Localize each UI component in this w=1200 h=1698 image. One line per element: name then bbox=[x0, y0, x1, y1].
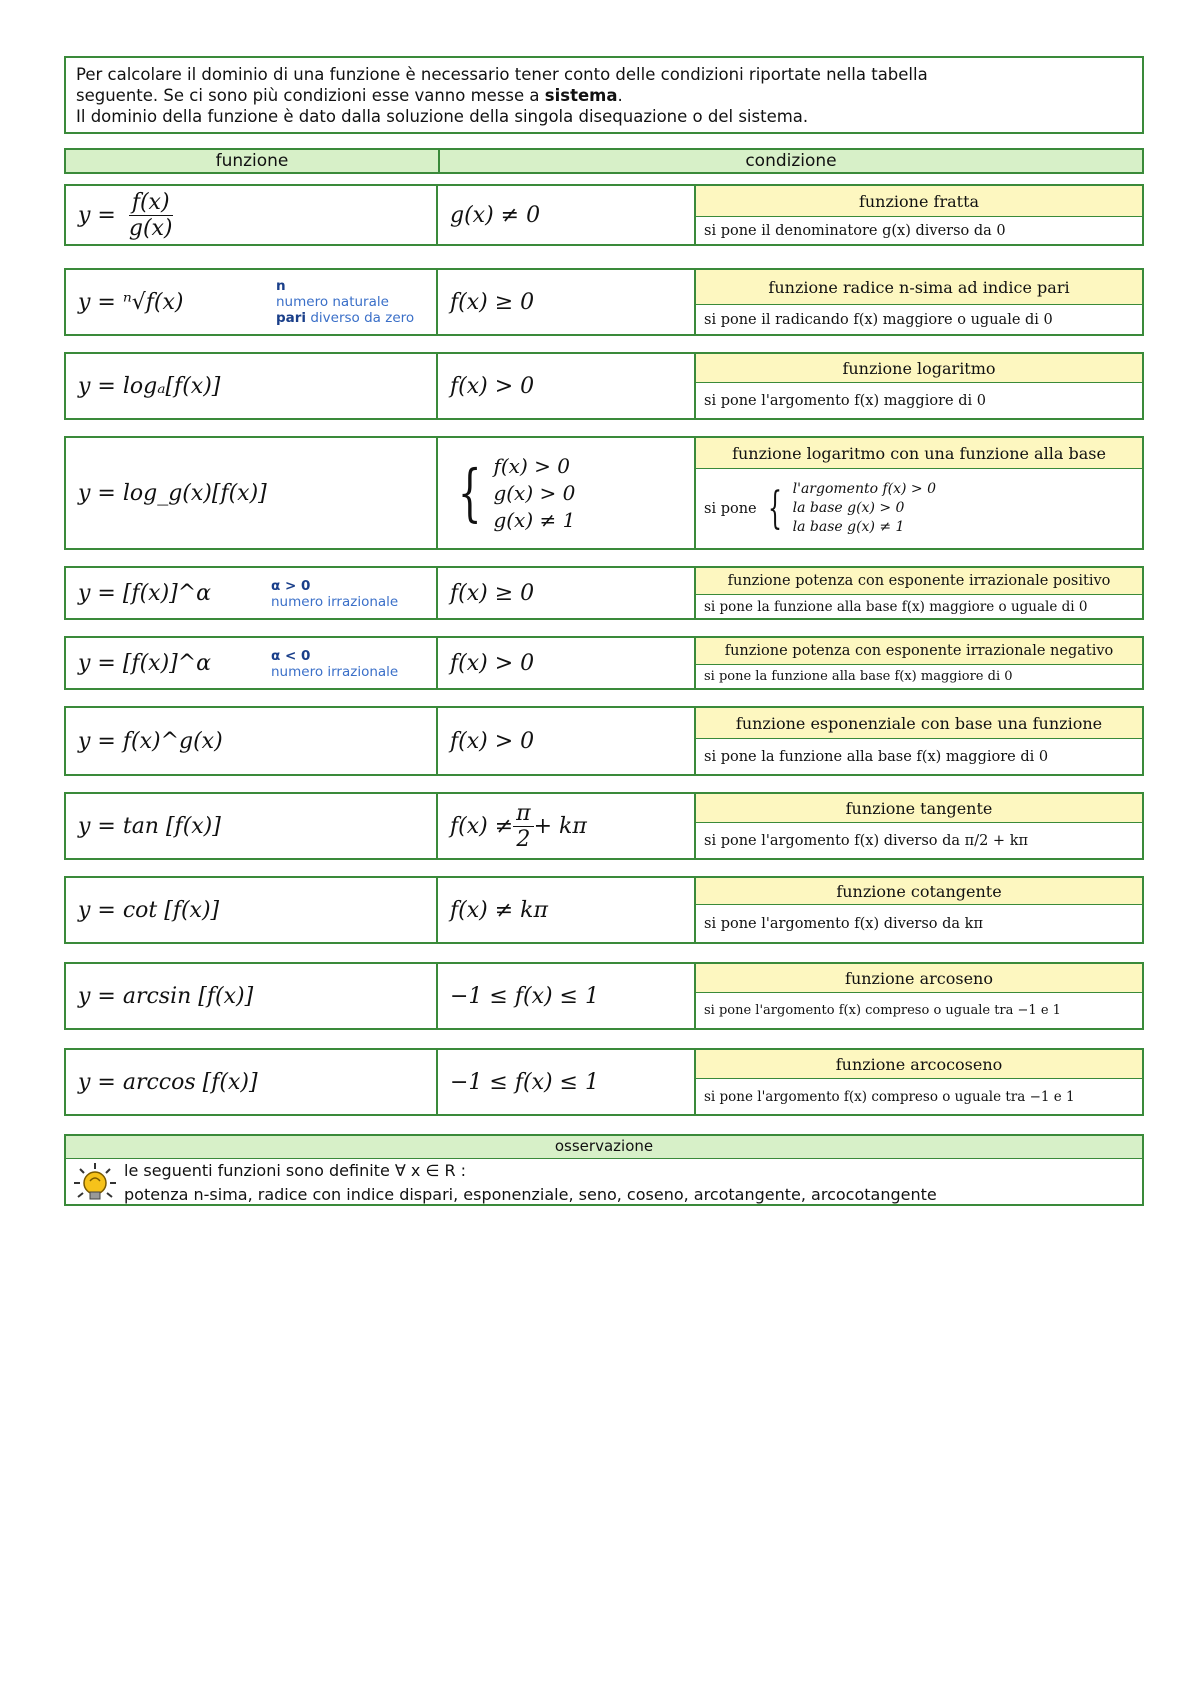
intro-box bbox=[64, 56, 1144, 134]
description-title: funzione fratta bbox=[696, 186, 1142, 217]
description-title: funzione potenza con esponente irrazionale negativo bbox=[696, 638, 1142, 665]
description-title: funzione radice n-sima ad indice pari bbox=[696, 270, 1142, 305]
function-cell: y = arccos [f(x)] bbox=[66, 1050, 438, 1114]
description-text: si pone la funzione alla base f(x) maggiore o uguale di 0 bbox=[704, 598, 1088, 615]
brace-icon: { bbox=[767, 483, 782, 534]
description-title: funzione arcocoseno bbox=[696, 1050, 1142, 1079]
function-cell: y = [f(x)]^α α < 0 numero irrazionale bbox=[66, 638, 438, 688]
observation-box bbox=[64, 1134, 1144, 1206]
description-title: funzione esponenziale con base una funzione bbox=[696, 708, 1142, 739]
condition-cell: f(x) > 0 bbox=[438, 708, 696, 774]
description-cell bbox=[696, 1050, 1142, 1114]
function-note: n numero naturale pari diverso da zero bbox=[276, 278, 415, 326]
description-text: si pone la funzione alla base f(x) maggiore di 0 bbox=[704, 748, 1049, 765]
table-row bbox=[64, 636, 1144, 690]
description-cell bbox=[696, 438, 1142, 548]
table-row bbox=[64, 876, 1144, 944]
description-title: funzione logaritmo bbox=[696, 354, 1142, 383]
description-title: funzione tangente bbox=[696, 794, 1142, 823]
condition-cell: f(x) > 0 bbox=[438, 354, 696, 418]
condition-cell: f(x) > 0 bbox=[438, 638, 696, 688]
function-cell: y = f(x)^g(x) bbox=[66, 708, 438, 774]
description-cell bbox=[696, 638, 1142, 688]
description-title: funzione arcoseno bbox=[696, 964, 1142, 993]
condition-cell: −1 ≤ f(x) ≤ 1 bbox=[438, 964, 696, 1028]
fraction: $\frac{f(x)}{g(x)}$ bbox=[128, 189, 173, 241]
intro-line-1: Per calcolare il dominio di una funzione è necessario tener conto delle condizioni riportate nella tabella bbox=[76, 65, 928, 84]
condition-system: { f(x) > 0 g(x) > 0 g(x) ≠ 1 bbox=[457, 453, 576, 532]
condition-cell: f(x) ≥ 0 bbox=[438, 568, 696, 618]
condition-cell: f(x) ≠ $\frac{\pi}{2}$ + kπ bbox=[438, 794, 696, 858]
description-cell bbox=[696, 794, 1142, 858]
header-funzione: funzione bbox=[66, 150, 440, 172]
condition-cell: f(x) ≠ kπ bbox=[438, 878, 696, 942]
brace-icon: { bbox=[457, 456, 482, 529]
table-row bbox=[64, 1048, 1144, 1116]
description-text: si pone l'argomento f(x) compreso o uguale tra −1 e 1 bbox=[704, 1088, 1075, 1105]
description-title: funzione logaritmo con una funzione alla base bbox=[696, 438, 1142, 469]
table-row bbox=[64, 436, 1144, 550]
function-cell: y = tan [f(x)] bbox=[66, 794, 438, 858]
description-text: si pone l'argomento f(x) diverso da kπ bbox=[704, 915, 983, 932]
description-title: funzione potenza con esponente irrazionale positivo bbox=[696, 568, 1142, 595]
description-title: funzione cotangente bbox=[696, 878, 1142, 905]
function-note: α > 0 numero irrazionale bbox=[271, 578, 399, 610]
function-cell: y = cot [f(x)] bbox=[66, 878, 438, 942]
function-cell: y = log_g(x)[f(x)] bbox=[66, 438, 438, 548]
table-row bbox=[64, 792, 1144, 860]
header-condizione: condizione bbox=[745, 151, 837, 171]
description-text: si pone il denominatore g(x) diverso da 0 bbox=[704, 222, 1006, 239]
description-cell bbox=[696, 964, 1142, 1028]
table-header bbox=[64, 148, 1144, 174]
description-cell bbox=[696, 270, 1142, 334]
lightbulb-icon bbox=[72, 1161, 118, 1205]
observation-line-2: potenza n-sima, radice con indice dispari, esponenziale, seno, coseno, arcotangente, arcocotangente bbox=[124, 1185, 937, 1204]
table-row bbox=[64, 352, 1144, 420]
table-row bbox=[64, 184, 1144, 246]
function-cell: y = ⁿ√f(x) n numero naturale pari diverso da zero bbox=[66, 270, 438, 334]
observation-line-1: le seguenti funzioni sono definite ∀ x ∈ R : bbox=[124, 1161, 467, 1180]
condition-cell bbox=[438, 438, 696, 548]
intro-line-3: Il dominio della funzione è dato dalla soluzione della singola disequazione o del sistema. bbox=[76, 107, 809, 126]
description-text: si pone l'argomento f(x) maggiore di 0 bbox=[704, 392, 986, 409]
description-text: si pone { l'argomento f(x) > 0 la base g(x) > 0 la base g(x) ≠ 1 bbox=[704, 481, 937, 535]
description-cell bbox=[696, 708, 1142, 774]
description-text: si pone il radicando f(x) maggiore o uguale di 0 bbox=[704, 311, 1053, 328]
table-row bbox=[64, 566, 1144, 620]
table-row bbox=[64, 268, 1144, 336]
intro-bold-word: sistema bbox=[544, 86, 618, 105]
description-cell bbox=[696, 186, 1142, 244]
intro-line-2: seguente. Se ci sono più condizioni esse vanno messe a sistema. bbox=[76, 86, 623, 105]
description-cell bbox=[696, 878, 1142, 942]
description-text: si pone l'argomento f(x) diverso da π/2 + kπ bbox=[704, 832, 1029, 849]
description-text: si pone la funzione alla base f(x) maggiore di 0 bbox=[704, 669, 1013, 684]
description-cell bbox=[696, 568, 1142, 618]
table-row bbox=[64, 962, 1144, 1030]
function-cell: y = logₐ[f(x)] bbox=[66, 354, 438, 418]
function-cell: y = $\frac{f(x)}{g(x)}$ bbox=[66, 186, 438, 244]
function-cell: y = [f(x)]^α α > 0 numero irrazionale bbox=[66, 568, 438, 618]
condition-cell: −1 ≤ f(x) ≤ 1 bbox=[438, 1050, 696, 1114]
description-cell bbox=[696, 354, 1142, 418]
function-note: α < 0 numero irrazionale bbox=[271, 648, 399, 680]
condition-cell: g(x) ≠ 0 bbox=[438, 186, 696, 244]
function-cell: y = arcsin [f(x)] bbox=[66, 964, 438, 1028]
description-text: si pone l'argomento f(x) compreso o uguale tra −1 e 1 bbox=[704, 1003, 1061, 1018]
fraction: $\frac{\pi}{2}$ bbox=[513, 801, 533, 852]
condition-cell: f(x) ≥ 0 bbox=[438, 270, 696, 334]
observation-title: osservazione bbox=[66, 1136, 1142, 1159]
table-row bbox=[64, 706, 1144, 776]
